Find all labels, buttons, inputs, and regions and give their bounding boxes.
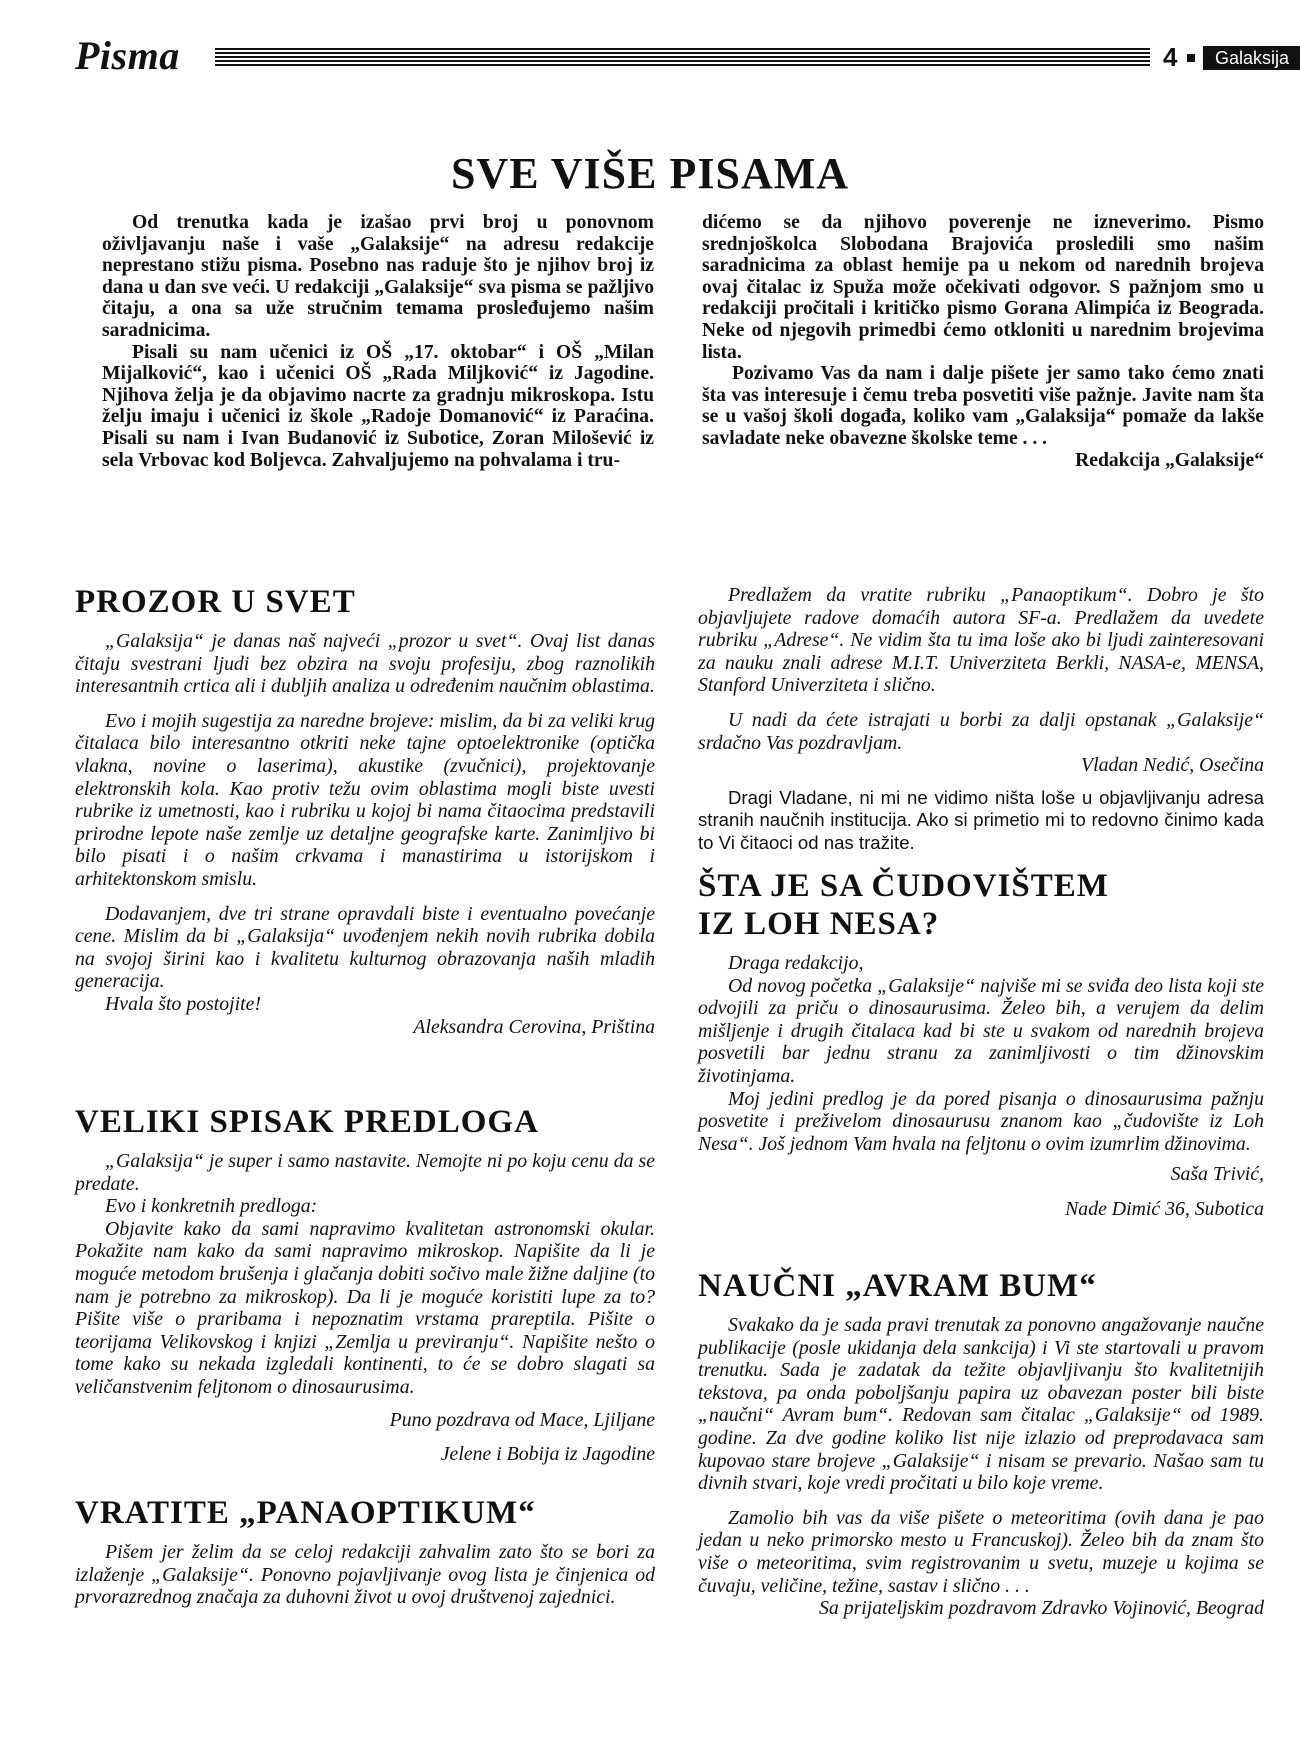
article-signature: Aleksandra Cerovina, Priština [413,1015,655,1038]
article-paragraph: Evo i mojih sugestija za naredne brojeve: mislim, da bi za veliki krug čitalaca bilo interesantno otkriti neke tajne optoelektronike (optička vlakna, novine o laserima), akustike (zvučnici), projektovanje elektronskih kola. Kao protiv težu ovim oblastima mogli biste uvesti rubrike iz umetnosti, kao i rubriku u kojoj bi nama čitaocima predstavili prirodne lepote naše zemlje uz detaljne geografske karte. Zanimljivo bi bilo pisati i o našim crkvama i manastirima u istorijskom i arhitektonskom smislu. [75,709,655,890]
article-cudoviste-loh-nesa [698,868,1264,1233]
header-rule [215,48,1150,68]
article-paragraph: Evo i konkretnih predloga: [105,1195,318,1218]
article-title: VELIKI SPISAK PREDLOGA [75,1104,539,1140]
article-salutation: Draga redakcijo, [728,952,864,974]
article-naucni-avram-bum [698,1268,1264,1632]
bullet-separator [1187,54,1195,62]
article-paragraph: Predlažem da vratite rubriku „Panaoptikum“. Dobro je što objavljujete radove domaćih autora SF-a. Predlažem da uvedete rubriku „Adrese“. Ne vidim šta tu ima loše ako bi ljudi zainteresovani za nauku znali adrese M.I.T. Univerziteta Berkli, NASA-e, MENSA, Stanford Univerziteta i slično. [698,584,1264,697]
article-paragraph: Objavite kako da sami napravimo kvalitetan astronomski okular. Pokažite nam kako da sami napravimo mikroskop. Napišite da li je moguće metodom brušenja i glačanja dobiti sočivo male žižne daljine (to nam je potrebno za mikroskop). Da li je moguće koristiti lupe za to? Pišite više o praribama i nepoznatim vrstama prareptila. Pišite o teorijama Velikovskog i knjizi „Zemlja u previranju“. Napišite nešto o tome kako su nekada izgledali kontinenti, to će se dobro slagati sa veličanstvenim feljtonom o dinosaurusima. [75,1217,655,1398]
article-signature: Puno pozdrava od Mace, Ljiljane [389,1408,655,1431]
article-signature: Vladan Nedić, Osečina [1081,754,1264,777]
editor-reply: Dragi Vladane, ni mi ne vidimo ništa loše u objavljivanju adresa stranih naučnih institucija. Ako si primetio mi to redovno činimo kada to Vi čitaoci od nas tražite. [698,786,1264,853]
brand-badge: Galaksija [1203,46,1300,70]
article-title: NAUČNI „AVRAM BUM“ [698,1268,1097,1304]
page-header [75,33,1290,78]
article-paragraph: „Galaksija“ je danas naš najveći „prozor u svet“. Ovaj list danas čitaju svestrani ljudi bez obzira na svoju profesiju, zbog raznolikih interesantnih crtica ali i dubljih analiza u određenim naučnim oblastima. [75,630,655,698]
article-paragraph: Moj jedini predlog je da pored pisanja o dinosaurusima pažnju posvetite i preživelom dinosaurusu znanom kao „čudovište iz Loh Nesa“. Još jednom Vam hvala na feljtonu o ovim izumrlim džinovima. [698,1087,1264,1155]
article-paragraph: „Galaksija“ je super i samo nastavite. Nemojte ni po koju cenu da se predate. [75,1150,655,1195]
article-paragraph: Od novog početka „Galaksije“ najviše mi se sviđa deo lista koji ste odvojili za priču o dinosaurusima. Želeo bih, a verujem da delim mišljenje i drugih čitalaca kad bi ste u svakom od narednih brojeva posvetili bar jednu stranu za zanimljivosti o tim džinovskim životinjama. [698,974,1264,1087]
article-signature: Nade Dimić 36, Subotica [1065,1197,1264,1220]
article-title: VRATITE „PANAOPTIKUM“ [75,1495,536,1531]
article-title: ŠTA JE SA ČUDOVIŠTEM [698,868,1109,904]
intro-signature: Redakcija „Galaksije“ [1075,449,1264,471]
intro-paragraph: Pozivamo Vas da nam i dalje pišete jer samo tako ćemo znati šta vas interesuje i čemu treba posvetiti više pažnje. Javite nam šta se u vašoj školi događa, koliko vam „Galaksija“ pomaže da lakše savladate neke obavezne školske teme . . . [702,363,1264,449]
article-closing: Hvala što postojite! [105,992,262,1015]
article-title: PROZOR U SVET [75,584,356,620]
article-paragraph: U nadi da ćete istrajati u borbi za dalji opstanak „Galaksije“ srdačno Vas pozdravljam. [698,708,1264,754]
article-paragraph: Pišem jer želim da se celoj redakciji zahvalim zato što se bori za izlaženje „Galaksije“. Ponovno pojavljivanje ovog lista je činjenica od prvorazrednog značaja za duhovni život u ovoj društvenoj zajednici. [75,1541,655,1609]
page-number: 4 [1163,42,1178,72]
intro-paragraph: Pisali su nam učenici iz OŠ „17. oktobar“ i OŠ „Milan Mijalković“, kao i učenici OŠ „Rada Miljković“ iz Jagodine. Njihova želja je da objavimo nacrte za gradnju mikroskopa. Istu želju imaju i učenici iz škole „Radoje Domanović“ iz Paraćina. Pisali su nam i Ivan Budanović iz Subotice, Zoran Milošević iz sela Vrbovac kod Boljevca. Zahvaljujemo na pohvalama i tru- [102,341,654,471]
article-signature: Saša Trivić, [1170,1163,1264,1186]
article-vratite-panaoptikum [75,1495,655,1609]
intro-right-column [702,212,1264,471]
article-panaoptikum-continued [698,584,1264,867]
intro-left-column [102,212,654,471]
article-signature: Sa prijateljskim pozdravom Zdravko Vojinović, Beograd [818,1597,1264,1620]
article-title-line2: IZ LOH NESA? [698,906,940,942]
article-prozor-u-svet [75,584,655,1050]
article-paragraph: Svakako da je sada pravi trenutak za ponovno angažovanje naučne publikacije (posle ukidanja dela sankcija) i Vi ste startovali u pravom trenutku. Sada je zadatak da težite objavljivanju što kvalitetnijih tekstova, pa onda poboljšanju papira uz obavezan poster bili biste „naučni“ Avram bum“. Redovan sam čitalac „Galaksije“ od 1989. godine. Za dve godine koliko list nije izlazio od preprodavaca sam kupovao stare brojeve „Galaksije“ i nisam se prevario. Našao sam tu divnih stvari, koje vredi pročitati u bilo koje vreme. [698,1314,1264,1495]
article-paragraph: Zamolio bih vas da više pišete o meteoritima (ovih dana je pao jedan u neko primorsko mesto u Francuskoj). Želeo bih da znam što više o meteoritima, svim registrovanim u svetu, muzeje u kojima se čuvaju, veličine, težine, sastav i slično . . . [698,1506,1264,1597]
section-title: Pisma [75,33,180,78]
intro-paragraph: Od trenutka kada je izašao prvi broj u ponovnom oživljavanju naše i vaše „Galaksije“ na adresu redakcije neprestano stižu pisma. Posebno nas raduje što je njihov broj iz dana u dan sve veći. U redakciji „Galaksije“ sva pisma se pažljivo čitaju, a ona sa uže stručnim temama prosleđujemo našim saradnicima. [102,212,654,341]
main-title: SVE VIŠE PISAMA [450,149,850,198]
article-paragraph: Dodavanjem, dve tri strane opravdali biste i eventualno povećanje cene. Mislim da bi „Galaksija“ uvođenjem nekih novih rubrika dobila na svojoj širini kao i kvalitetu kulturnog obrazovanja naših mladih generacija. [75,902,655,993]
article-veliki-spisak [75,1104,655,1478]
article-signature: Jelene i Bobija iz Jagodine [440,1443,655,1466]
intro-paragraph: dićemo se da njihovo poverenje ne izneverimo. Pismo srednjoškolca Slobodana Brajovića prosledili smo našim saradnicima za oblast hemije pa u nekom od narednih brojeva ovaj čitalac iz Spuža može očekivati odgovor. S pažnjom smo u redakciji pročitali i kritičko pismo Gorana Alimpića iz Beograda. Neke od njegovih primedbi ćemo otkloniti u narednim brojevima lista. [702,212,1264,363]
